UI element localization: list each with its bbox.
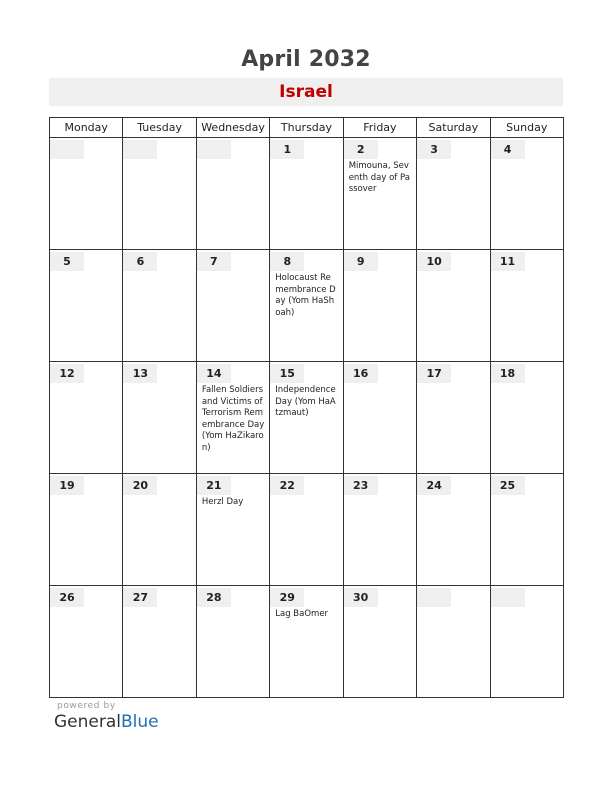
day-cell <box>417 362 490 474</box>
day-number: 25 <box>491 476 525 495</box>
holiday-label <box>344 607 416 609</box>
day-cell <box>490 362 563 474</box>
weekday-header: Monday <box>50 118 123 138</box>
holiday-label <box>491 607 563 609</box>
country-name: Israel <box>279 82 333 102</box>
holiday-label <box>50 159 122 161</box>
day-number: 22 <box>270 476 304 495</box>
day-cell <box>50 586 123 698</box>
calendar-grid <box>49 117 564 698</box>
holiday-label <box>197 159 269 161</box>
day-cell <box>196 138 269 250</box>
weekday-header: Friday <box>343 118 416 138</box>
holiday-label <box>123 159 195 161</box>
holiday-label <box>197 271 269 273</box>
day-cell <box>417 474 490 586</box>
holiday-label <box>270 495 342 497</box>
day-cell <box>343 474 416 586</box>
week-row <box>50 138 564 250</box>
day-number: 10 <box>417 252 451 271</box>
week-row <box>50 474 564 586</box>
day-number: 30 <box>344 588 378 607</box>
day-number: 4 <box>491 140 525 159</box>
day-cell <box>417 586 490 698</box>
weekday-header: Thursday <box>270 118 343 138</box>
holiday-label <box>123 271 195 273</box>
holiday-label <box>344 495 416 497</box>
day-cell <box>50 474 123 586</box>
day-cell <box>50 138 123 250</box>
day-cell <box>417 138 490 250</box>
holiday-label <box>491 271 563 273</box>
day-cell <box>270 250 343 362</box>
holiday-label <box>417 271 489 273</box>
weekday-header: Tuesday <box>123 118 196 138</box>
week-row <box>50 250 564 362</box>
day-number: 2 <box>344 140 378 159</box>
day-number: 1 <box>270 140 304 159</box>
day-cell <box>490 138 563 250</box>
holiday-label <box>123 495 195 497</box>
day-number: 14 <box>197 364 231 383</box>
powered-by-label: powered by <box>57 701 116 711</box>
holiday-label <box>50 383 122 385</box>
day-cell <box>123 586 196 698</box>
holiday-label <box>491 159 563 161</box>
day-number: 16 <box>344 364 378 383</box>
holiday-label <box>417 495 489 497</box>
day-number: 18 <box>491 364 525 383</box>
weekday-header: Wednesday <box>196 118 269 138</box>
week-row <box>50 586 564 698</box>
holiday-label <box>417 383 489 385</box>
day-number: 9 <box>344 252 378 271</box>
day-number <box>197 140 231 159</box>
day-number: 17 <box>417 364 451 383</box>
day-cell <box>270 362 343 474</box>
day-number <box>417 588 451 607</box>
day-number: 26 <box>50 588 84 607</box>
holiday-label: Mimouna, Seventh day of Passover <box>348 161 410 194</box>
holiday-label: Holocaust Remembrance Day (Yom HaShoah) <box>275 273 336 318</box>
day-number: 5 <box>50 252 84 271</box>
day-cell <box>196 586 269 698</box>
day-number: 11 <box>491 252 525 271</box>
day-number: 20 <box>123 476 157 495</box>
day-number: 21 <box>197 476 231 495</box>
day-cell <box>270 474 343 586</box>
holiday-label: Herzl Day <box>201 497 244 507</box>
day-number: 15 <box>270 364 304 383</box>
holiday-label <box>50 495 122 497</box>
day-number <box>491 588 525 607</box>
day-number: 28 <box>197 588 231 607</box>
holiday-label <box>123 383 195 385</box>
day-cell <box>123 474 196 586</box>
day-number: 19 <box>50 476 84 495</box>
day-cell <box>270 586 343 698</box>
day-cell <box>417 250 490 362</box>
day-number: 3 <box>417 140 451 159</box>
day-cell <box>196 474 269 586</box>
day-cell <box>123 362 196 474</box>
day-number: 23 <box>344 476 378 495</box>
brand-blue: Blue <box>121 712 159 732</box>
weekday-header-row <box>50 118 564 138</box>
day-number: 29 <box>270 588 304 607</box>
day-cell <box>343 138 416 250</box>
day-cell <box>123 138 196 250</box>
brand-logo[interactable] <box>54 712 159 732</box>
holiday-label <box>344 271 416 273</box>
day-number: 6 <box>123 252 157 271</box>
holiday-label <box>270 159 342 161</box>
day-cell <box>50 362 123 474</box>
holiday-label: Fallen Soldiers and Victims of Terrorism Remembrance Day (Yom HaZikaron) <box>201 385 265 453</box>
holiday-label <box>50 271 122 273</box>
holiday-label: Independence Day (Yom HaAtzmaut) <box>275 385 336 418</box>
week-row <box>50 362 564 474</box>
holiday-label <box>491 495 563 497</box>
day-cell <box>343 362 416 474</box>
day-number <box>123 140 157 159</box>
day-cell <box>490 250 563 362</box>
holiday-label <box>50 607 122 609</box>
holiday-label <box>344 383 416 385</box>
day-number: 27 <box>123 588 157 607</box>
day-cell <box>196 362 269 474</box>
brand-general: General <box>54 712 121 732</box>
holiday-label: Lag BaOmer <box>275 609 329 619</box>
country-banner <box>49 78 563 106</box>
holiday-label <box>123 607 195 609</box>
weekday-header: Saturday <box>417 118 490 138</box>
day-cell <box>196 250 269 362</box>
day-cell <box>490 586 563 698</box>
weekday-header: Sunday <box>490 118 563 138</box>
day-number: 8 <box>270 252 304 271</box>
holiday-label <box>417 159 489 161</box>
day-cell <box>123 250 196 362</box>
day-number: 12 <box>50 364 84 383</box>
holiday-label <box>491 383 563 385</box>
day-cell <box>343 250 416 362</box>
holiday-label <box>197 607 269 609</box>
holiday-label <box>417 607 489 609</box>
day-cell <box>490 474 563 586</box>
day-cell <box>343 586 416 698</box>
day-cell <box>50 250 123 362</box>
day-number: 7 <box>197 252 231 271</box>
day-cell <box>270 138 343 250</box>
day-number: 24 <box>417 476 451 495</box>
day-number: 13 <box>123 364 157 383</box>
day-number <box>50 140 84 159</box>
page-title: April 2032 <box>241 47 371 72</box>
